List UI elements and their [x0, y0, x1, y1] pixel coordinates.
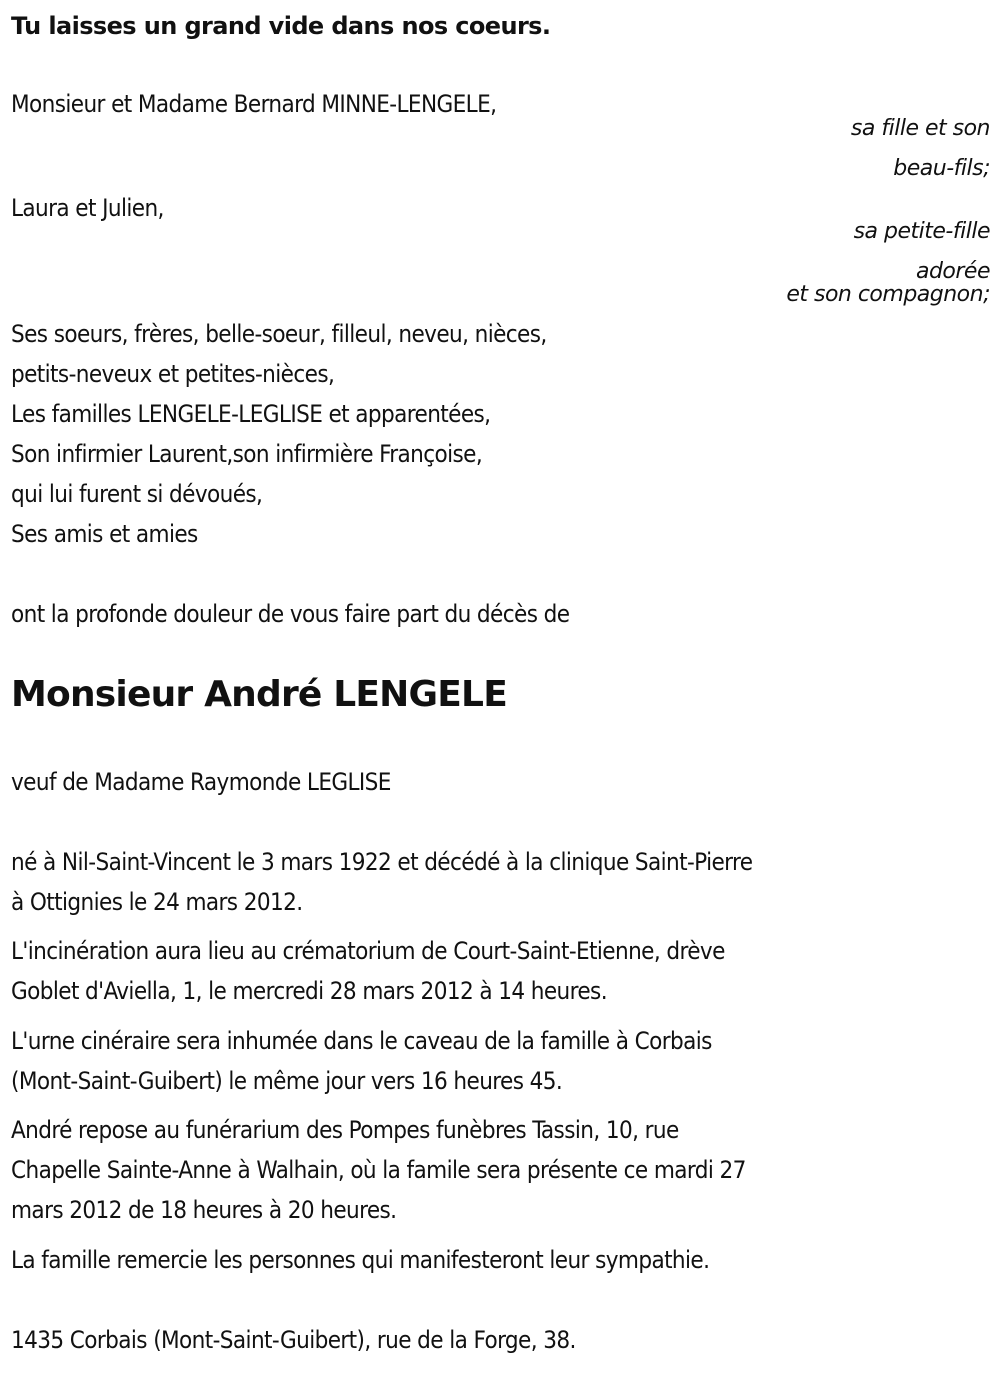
paragraph-urn: (Mont-Saint-Guibert) le même jour vers 16 heures 45.	[11, 1067, 563, 1095]
mourner-relation-2a: sa petite-fille	[853, 219, 990, 244]
paragraph-birth-death: à Ottignies le 24 mars 2012.	[11, 888, 303, 916]
mourner-relation-2c: et son compagnon;	[786, 282, 990, 307]
paragraph-cremation: Goblet d'Aviella, 1, le mercredi 28 mars 2012 à 14 heures.	[11, 977, 607, 1005]
paragraph-cremation: L'incinération aura lieu au crématorium de Court-Saint-Etienne, drève	[11, 937, 725, 965]
paragraph-thanks: La famille remercie les personnes qui manifesteront leur sympathie.	[11, 1246, 710, 1274]
mourner-relation-2b: adorée	[915, 259, 990, 284]
family-line: Ses amis et amies	[11, 520, 198, 548]
paragraph-funerarium: André repose au funérarium des Pompes funèbres Tassin, 10, rue	[11, 1116, 679, 1144]
mourner-relation-1b: beau-fils;	[893, 156, 990, 181]
family-line: Son infirmier Laurent,son infirmière Françoise,	[11, 440, 483, 468]
paragraph-urn: L'urne cinéraire sera inhumée dans le caveau de la famille à Corbais	[11, 1027, 712, 1055]
family-line: petits-neveux et petites-nièces,	[11, 360, 335, 388]
family-line: qui lui furent si dévoués,	[11, 480, 263, 508]
mourner-relation-1a: sa fille et son	[850, 116, 990, 141]
family-line: Les familles LENGELE-LEGLISE et apparentées,	[11, 400, 491, 428]
mourner-name-2: Laura et Julien,	[11, 194, 164, 222]
announcement: ont la profonde douleur de vous faire part du décès de	[11, 600, 570, 628]
mourner-name-1: Monsieur et Madame Bernard MINNE-LENGELE,	[11, 90, 497, 118]
widower-of: veuf de Madame Raymonde LEGLISE	[11, 768, 391, 796]
paragraph-funerarium: mars 2012 de 18 heures à 20 heures.	[11, 1196, 397, 1224]
address: 1435 Corbais (Mont-Saint-Guibert), rue de la Forge, 38.	[11, 1326, 576, 1354]
paragraph-birth-death: né à Nil-Saint-Vincent le 3 mars 1922 et décédé à la clinique Saint-Pierre	[11, 848, 753, 876]
paragraph-funerarium: Chapelle Sainte-Anne à Walhain, où la famile sera présente ce mardi 27	[11, 1156, 746, 1184]
family-line: Ses soeurs, frères, belle-soeur, filleul, neveu, nièces,	[11, 320, 547, 348]
heading: Tu laisses un grand vide dans nos coeurs.	[11, 12, 551, 40]
deceased-name: Monsieur André LENGELE	[11, 674, 507, 715]
